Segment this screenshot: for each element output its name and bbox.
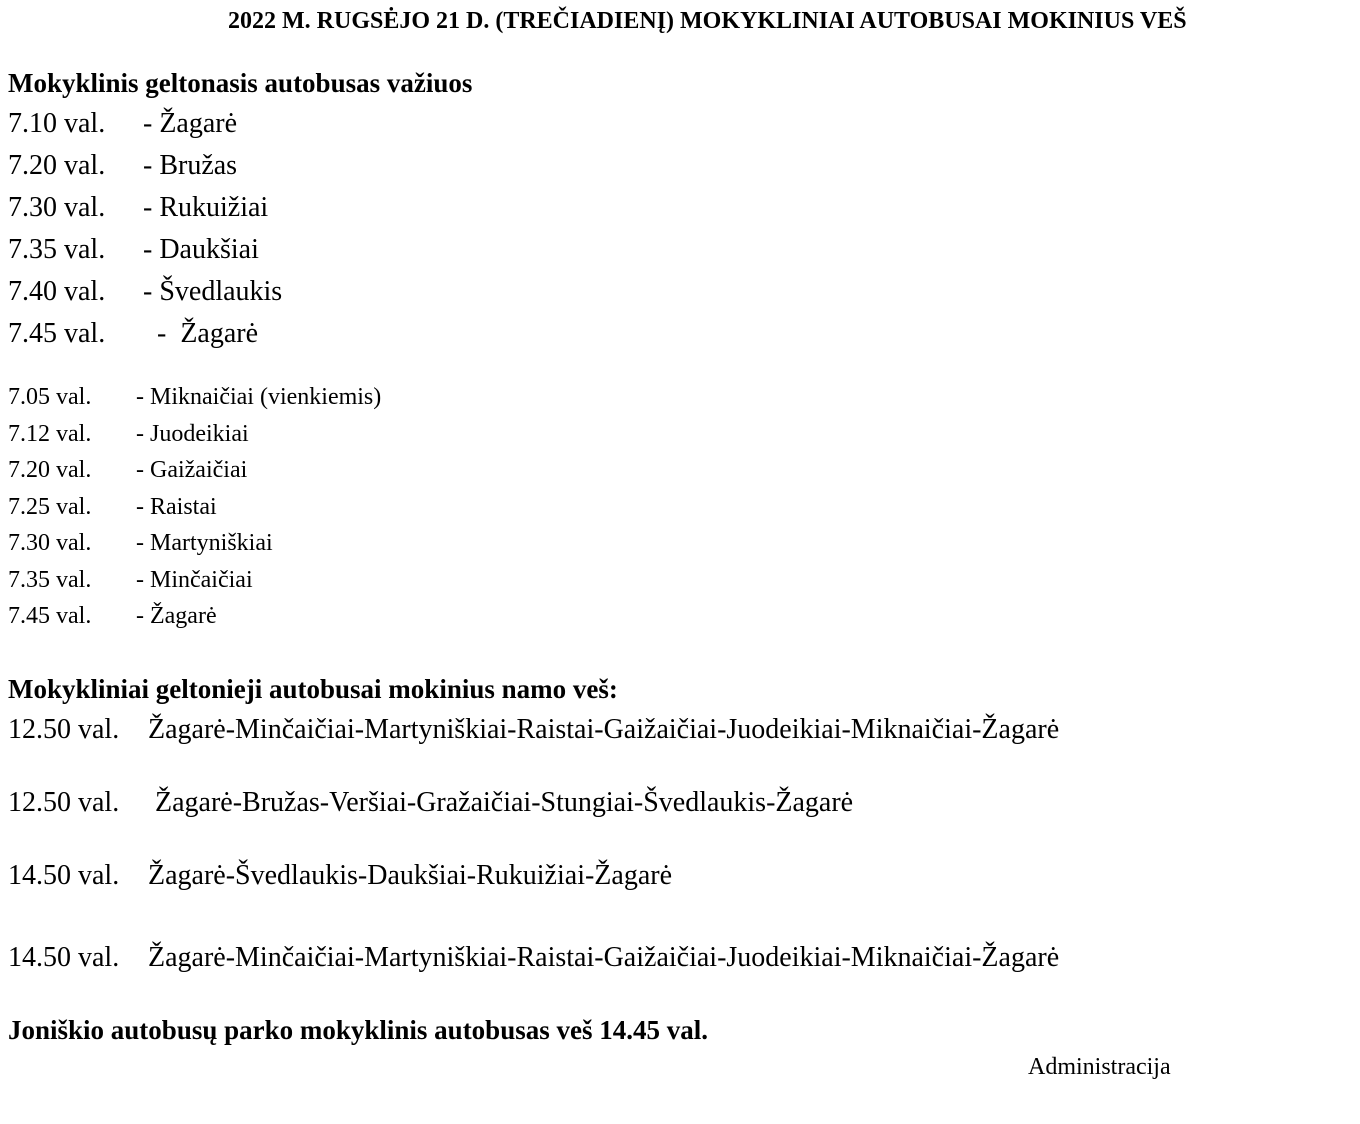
schedule-row [8, 108, 237, 140]
schedule-row [8, 421, 249, 448]
stop-label: - Gaižaičiai [136, 457, 248, 483]
stop-label: - Minčaičiai [136, 567, 253, 593]
time-label: 7.25 val. [8, 494, 92, 520]
time-label: 7.10 val. [8, 108, 106, 139]
stop-label: - Žagarė [136, 108, 238, 139]
time-label: 7.20 val. [8, 457, 92, 483]
schedule-row [8, 567, 253, 594]
home-heading: Mokykliniai geltonieji autobusai mokinius namo veš: [8, 674, 618, 704]
home-route-row [8, 942, 1059, 974]
time-label: 12.50 val. [8, 787, 120, 818]
time-label: 7.35 val. [8, 567, 92, 593]
time-label: 7.35 val. [8, 234, 106, 265]
time-label: 7.12 val. [8, 421, 92, 447]
time-label: 14.50 val. [8, 860, 120, 891]
schedule-row [8, 530, 273, 557]
time-label: 12.50 val. [8, 714, 120, 745]
document-title: 2022 M. RUGSĖJO 21 D. (TREČIADIENĮ) MOKYKLINIAI AUTOBUSAI MOKINIUS VEŠ [228, 8, 1187, 34]
stop-label: - Žagarė [136, 318, 259, 349]
stop-label: - Miknaičiai (vienkiemis) [136, 384, 382, 410]
schedule-row [8, 234, 259, 266]
schedule-row [8, 276, 282, 308]
time-label: 7.45 val. [8, 603, 92, 629]
stop-label: - Raistai [136, 494, 217, 520]
signature: Administracija [1028, 1054, 1171, 1080]
stop-label: - Bružas [136, 150, 238, 181]
stop-label: - Daukšiai [136, 234, 259, 265]
time-label: 14.50 val. [8, 942, 120, 973]
morning-heading: Mokyklinis geltonasis autobusas važiuos [8, 68, 473, 98]
home-route-row [8, 787, 853, 819]
route-label: Žagarė-Minčaičiai-Martyniškiai-Raistai-Gaižaičiai-Juodeikiai-Miknaičiai-Žagarė [148, 714, 1060, 745]
route-label: Žagarė-Bružas-Veršiai-Gražaičiai-Stungiai-Švedlaukis-Žagarė [148, 787, 854, 818]
stop-label: - Švedlaukis [136, 276, 283, 307]
time-label: 7.05 val. [8, 384, 92, 410]
route-label: Žagarė-Minčaičiai-Martyniškiai-Raistai-Gaižaičiai-Juodeikiai-Miknaičiai-Žagarė [148, 942, 1060, 973]
schedule-row [8, 192, 268, 224]
schedule-row [8, 457, 247, 484]
schedule-row [8, 603, 217, 630]
stop-label: - Martyniškiai [136, 530, 273, 556]
stop-label: - Rukuižiai [136, 192, 269, 223]
schedule-row [8, 318, 258, 350]
stop-label: - Žagarė [136, 603, 217, 629]
stop-label: - Juodeikiai [136, 421, 249, 447]
route-label: Žagarė-Švedlaukis-Daukšiai-Rukuižiai-Žagarė [148, 860, 673, 891]
home-route-row [8, 714, 1059, 746]
home-route-row [8, 860, 672, 892]
time-label: 7.30 val. [8, 192, 106, 223]
schedule-row [8, 384, 381, 411]
time-label: 7.40 val. [8, 276, 106, 307]
time-label: 7.30 val. [8, 530, 92, 556]
footer-note: Joniškio autobusų parko mokyklinis autobusas veš 14.45 val. [8, 1015, 708, 1045]
schedule-row [8, 494, 217, 521]
time-label: 7.45 val. [8, 318, 106, 349]
schedule-row [8, 150, 237, 182]
time-label: 7.20 val. [8, 150, 106, 181]
